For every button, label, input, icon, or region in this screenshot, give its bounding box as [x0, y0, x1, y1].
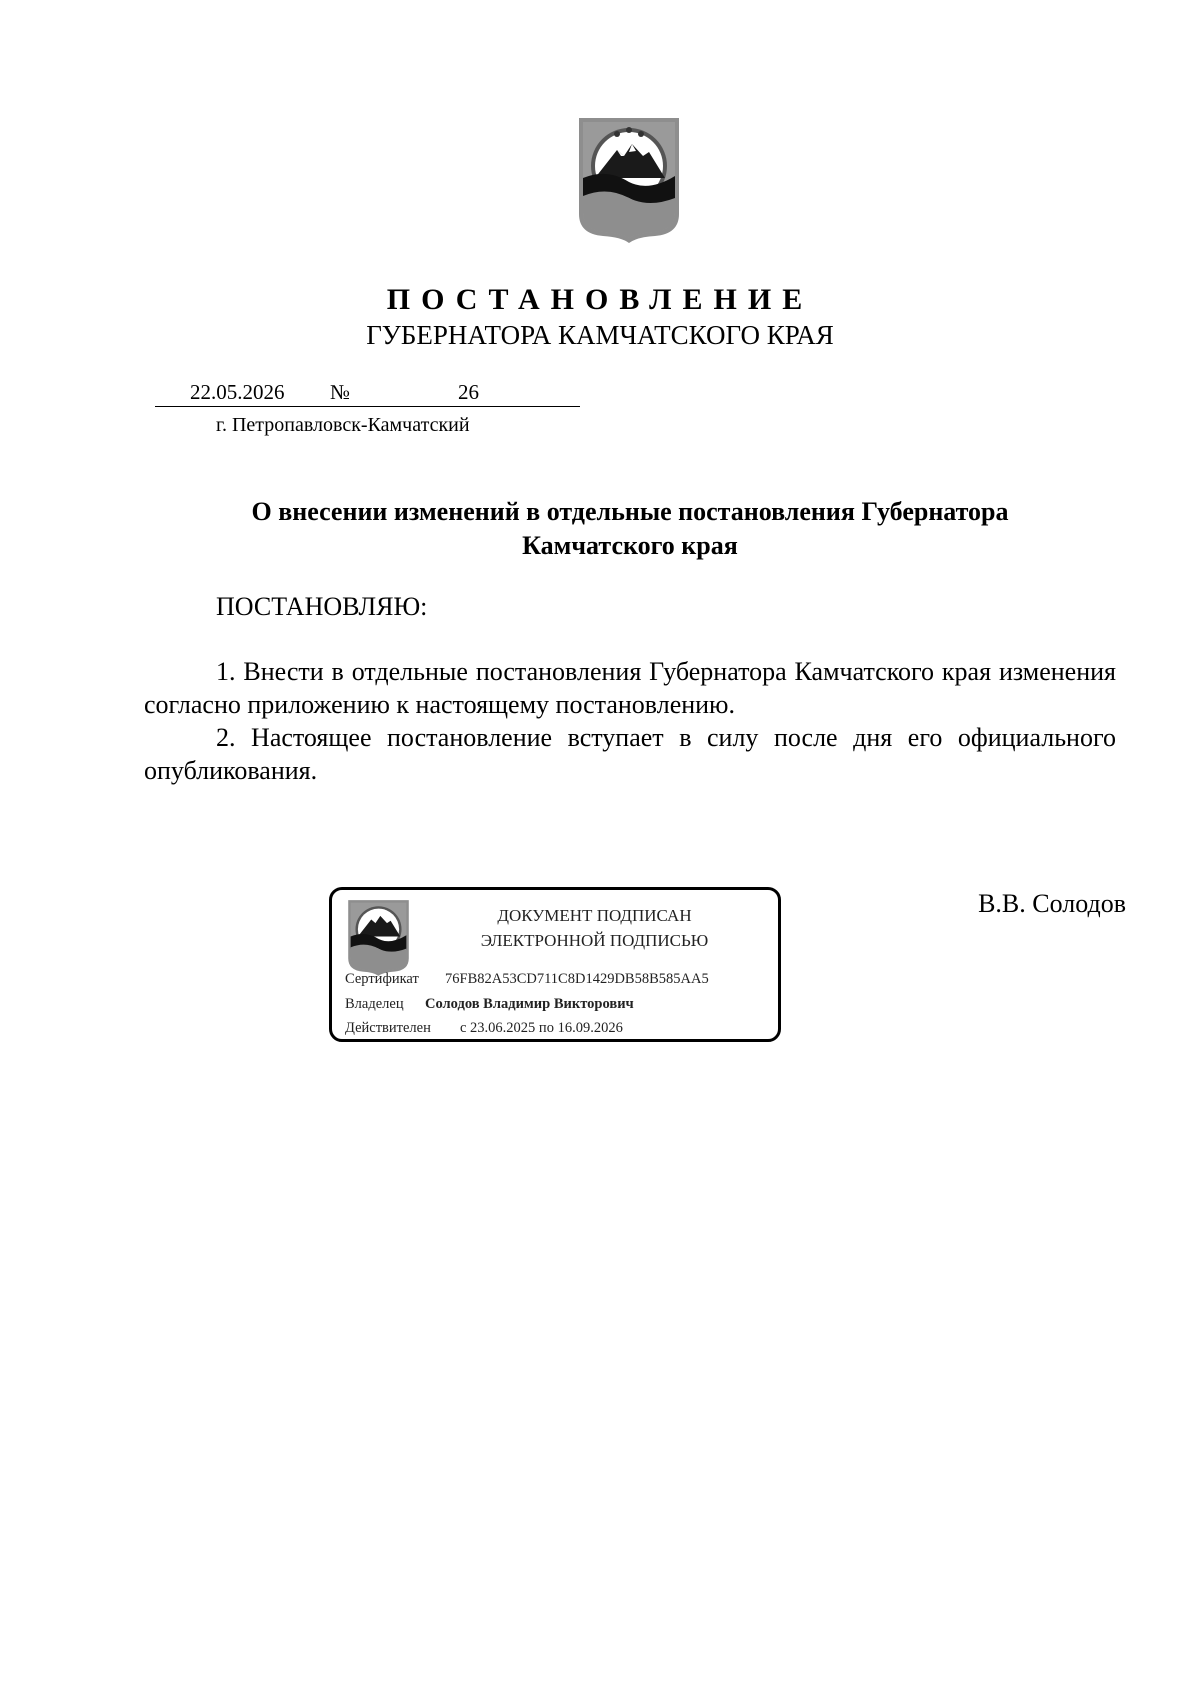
city-name: г. Петропавловск-Камчатский	[216, 414, 470, 436]
kamchatka-coat-of-arms-icon	[577, 116, 681, 245]
document-subtitle: ГУБЕРНАТОРА КАМЧАТСКОГО КРАЯ	[366, 320, 834, 350]
number-sign: №	[330, 380, 351, 404]
owner-label: Владелец	[345, 996, 404, 1012]
stamp-title	[422, 903, 767, 953]
electronic-signature-stamp	[329, 887, 781, 1042]
certificate-label: Сертификат	[345, 971, 419, 987]
document-body	[144, 655, 1116, 787]
stamp-title-line-1: ДОКУМЕНТ ПОДПИСАН	[497, 906, 692, 925]
heading-line-1: О внесении изменений в отдельные постановления Губернатора	[251, 497, 1009, 526]
decree-word: ПОСТАНОВЛЯЮ:	[216, 592, 428, 621]
valid-label: Действителен	[345, 1020, 431, 1036]
date-number-line	[155, 376, 580, 407]
document-heading	[144, 495, 1116, 563]
owner-value: Солодов Владимир Викторович	[425, 996, 634, 1012]
validity-row	[345, 1020, 623, 1037]
paragraph-2: 2. Настоящее постановление вступает в силу после дня его официального опубликования.	[144, 723, 1116, 785]
document-title: ПОСТАНОВЛЕНИЕ	[386, 283, 814, 316]
document-date: 22.05.2026	[190, 380, 285, 404]
stamp-title-line-2: ЭЛЕКТРОННОЙ ПОДПИСЬЮ	[480, 931, 709, 950]
paragraph-1: 1. Внести в отдельные постановления Губернатора Камчатского края изменения согласно приложению к настоящему постановлению.	[144, 657, 1116, 719]
certificate-value: 76FB82A53CD711C8D1429DB58B585AA5	[445, 971, 709, 987]
owner-row	[345, 996, 634, 1013]
certificate-row	[345, 971, 709, 988]
document-number: 26	[458, 380, 479, 404]
heading-line-2: Камчатского края	[522, 531, 738, 560]
signer-name: В.В. Солодов	[978, 889, 1126, 918]
valid-value: с 23.06.2025 по 16.09.2026	[460, 1020, 623, 1036]
kamchatka-coat-of-arms-icon	[347, 898, 410, 978]
